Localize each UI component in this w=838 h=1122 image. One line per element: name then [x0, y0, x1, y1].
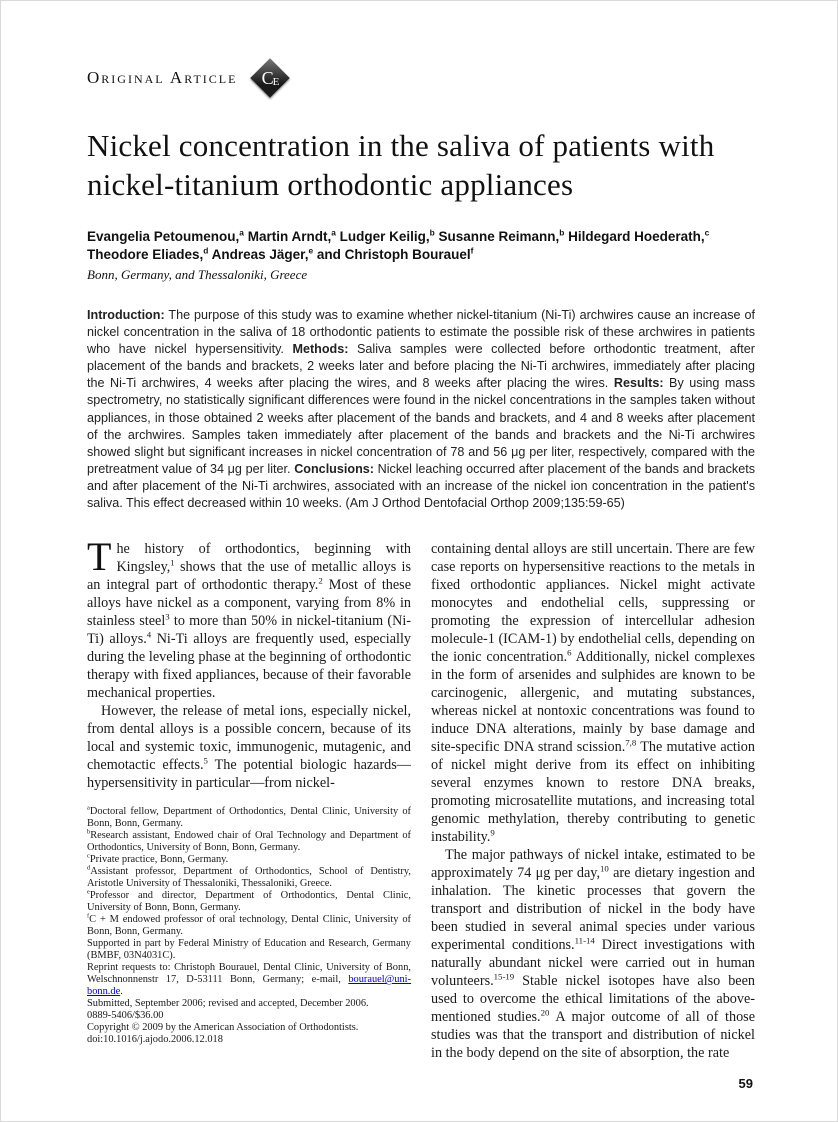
- bold-label: Results:: [613, 376, 664, 391]
- superscript: 2: [318, 575, 323, 586]
- footnote: Submitted, September 2006; revised and accepted, December 2006.: [87, 998, 369, 1010]
- superscript: d: [203, 245, 209, 255]
- paragraph-intro-text: he history of orthodontics, beginning with Kingsley,$^1$ shows that the use of metallic alloys is an integral part of orthodontic therapy.$^2$ Most of these alloys have nickel as a component, varying from 8% in stainless steel$^3$ to more than 50% in nickel-titanium (Ni-Ti) alloys.$^4$ Ni-Ti alloys are frequently used, especially during the leveling phase at the beginning of orthodontic therapy with fixed appliances, because of their favorable mechanical properties.: [87, 541, 412, 702]
- page-number: 59: [738, 1076, 753, 1091]
- superscript: 3: [165, 611, 170, 622]
- superscript: a: [331, 227, 336, 238]
- footnote: $^c$Private practice, Bonn, Germany.: [87, 852, 229, 866]
- superscript: e: [308, 245, 314, 255]
- footnote: $^f$C + M endowed professor of oral technology, Dental Clinic, University of Bonn, Bonn, Germany.: [87, 912, 411, 938]
- bold-label: Introduction:: [87, 308, 165, 322]
- superscript: a: [239, 227, 244, 238]
- superscript: 10: [600, 863, 609, 874]
- superscript: f: [87, 912, 90, 920]
- ce-letter-e: E: [272, 76, 280, 88]
- paragraph: However, the release of metal ions, especially nickel, from dental alloys is a possible concern, because of its local and systemic toxic, immunogenic, mutagenic, and chemotactic effects.$^5$ The potential biologic hazards—hypersensitivity in particular—from nickel-: [87, 703, 411, 792]
- ce-badge-icon: [249, 57, 291, 99]
- footnote: $^a$Doctoral fellow, Department of Orthodontics, Dental Clinic, University of Bonn, Bonn, Germany.: [87, 804, 411, 830]
- superscript: f: [470, 245, 474, 255]
- footnotes: [87, 806, 411, 1046]
- dropcap: T: [87, 534, 112, 580]
- superscript: 6: [567, 647, 572, 658]
- superscript: 4: [146, 629, 152, 640]
- footnote: Reprint requests to: Christoph Bourauel, Dental Clinic, University of Bonn, Welschnonnenstr 17, D-53111 Bonn, Germany; e-mail, bourauel@uni-bonn.de.: [87, 962, 411, 998]
- superscript: 20: [540, 1007, 550, 1018]
- bold-label: Conclusions:: [294, 461, 374, 476]
- body-column-right: [431, 540, 755, 1062]
- superscript: 15-19: [493, 971, 515, 982]
- footnote: Copyright © 2009 by the American Association of Orthodontists.: [87, 1022, 359, 1034]
- affiliation-line: Bonn, Germany, and Thessaloniki, Greece: [87, 267, 308, 282]
- authors-line: Evangelia Petoumenou,$^a$ Martin Arndt,$^a$ Ludger Keilig,$^b$ Susanne Reimann,$^b$ Hildegard Hoederath,$^c$ Theodore Eliades,$^d$ Andreas Jäger,$^e$ and Christoph Bourauel$^f$: [87, 227, 710, 262]
- superscript: c: [704, 227, 710, 238]
- section-label: Original Article: [87, 68, 238, 87]
- footnote: Supported in part by Federal Ministry of Education and Research, Germany (BMBF, 03N4031C).: [87, 938, 411, 962]
- superscript: b: [559, 227, 565, 238]
- superscript: d: [87, 864, 91, 872]
- body-column-left: [87, 534, 412, 1062]
- paragraph: containing dental alloys are still uncertain. There are few case reports on hypersensitive reactions to the metals in fixed orthodontic appliances. Nickel might activate monocytes and endothelial cells, suppressing or promoting the expression of intercellular adhesion molecule-1 (ICAM-1) by endothelial cells, depending on the ionic concentration.$^6$ Additionally, nickel complexes in the form of arsenides and sulphides are known to be carcinogenic, allergenic, and mutating substances, whereas nickel at nontoxic concentrations was found to induce DNA alterations, mainly by base damage and site-specific DNA strand scission.$^{7,8}$ The mutative action of nickel might derive from its effect on inhibiting several enzymes known to restore DNA breaks, promoting microsatellite mutations, and increasing total genomic methylation, thereby contributing to genetic instability.$^9$: [431, 541, 755, 846]
- superscript: b: [429, 227, 435, 238]
- superscript: c: [87, 852, 90, 860]
- superscript: e: [87, 888, 90, 896]
- superscript: 5: [203, 755, 208, 766]
- superscript: 9: [490, 827, 495, 838]
- paragraph-intro: [87, 534, 412, 702]
- footnote: $^d$Assistant professor, Department of Orthodontics, School of Dentistry, Aristotle University of Thessaloniki, Thessaloniki, Greece.: [87, 864, 411, 890]
- email-link[interactable]: bourauel@uni-bonn.de: [87, 974, 411, 998]
- article-header: [87, 57, 755, 99]
- footnote: $^b$Research assistant, Endowed chair of Oral Technology and Department of Orthodontics, University of Bonn, Bonn, Germany.: [87, 828, 411, 854]
- footnote: 0889-5406/$36.00: [87, 1010, 164, 1022]
- superscript: 1: [170, 557, 175, 568]
- superscript: b: [87, 828, 91, 836]
- ce-badge-letters: [249, 57, 291, 99]
- superscript: 7,8: [625, 737, 637, 748]
- footnote: doi:10.1016/j.ajodo.2006.12.018: [87, 1034, 223, 1046]
- footnote: $^e$Professor and director, Department of Orthodontics, Dental Clinic, University of Bonn, Bonn, Germany.: [87, 888, 411, 914]
- superscript: 11-14: [574, 935, 595, 946]
- bold-label: Methods:: [292, 342, 349, 357]
- body-columns: [87, 534, 756, 1062]
- article-title: Nickel concentration in the saliva of patients with nickel-titanium orthodontic appliances: [87, 128, 715, 202]
- abstract-paragraph: Introduction: The purpose of this study was to examine whether nickel-titanium (Ni-Ti) archwires cause an increase of nickel concentration in the saliva of 18 orthodontic patients to estimate the possible risk of these archwires in patients who have nickel hypersensitivity. Methods: Saliva samples were collected before orthodontic treatment, after placement of the bands and brackets, 2 weeks later and before placing the Ni-Ti archwires, immediately after placing the Ni-Ti archwires, 4 weeks after placing the wires, and 8 weeks after placing the wires. Results: By using mass spectrometry, no statistically significant differences were found in the nickel concentrations in the samples taken without appliances, in those obtained 2 weeks after placement of the bands and brackets, and 4 and 8 weeks after placement of the archwires. Samples taken immediately after placement of the bands and brackets and the Ni-Ti archwires showed slight but significant increases in nickel concentration of 78 and 56 μg per liter, respectively, compared with the pretreatment value of 34 μg per liter. Conclusions: Nickel leaching occurred after placement of the bands and brackets and after placement of the Ni-Ti archwires, associated with an increase of the nickel ion concentration in the patient's saliva. This effect decreased within 10 weeks. (Am J Orthod Dentofacial Orthop 2009;135:59-65): [87, 308, 756, 511]
- paragraph: The major pathways of nickel intake, estimated to be approximately 74 μg per day,$^{10}$ are dietary ingestion and inhalation. The kinetic processes that govern the transport and distribution of nickel in the body have been studied in several animal species under various experimental conditions.$^{11-14}$ Direct investigations with naturally abundant nickel were carried out in human volunteers.$^{15-19}$ Stable nickel isotopes have also been used to overcome the ethical limitations of the above-mentioned studies.$^{20}$ A major outcome of all of those studies was that the transport and distribution of nickel in the body depend on the site of absorption, the rate: [431, 847, 756, 1062]
- superscript: a: [87, 804, 90, 812]
- ce-letter-c: C: [261, 68, 274, 88]
